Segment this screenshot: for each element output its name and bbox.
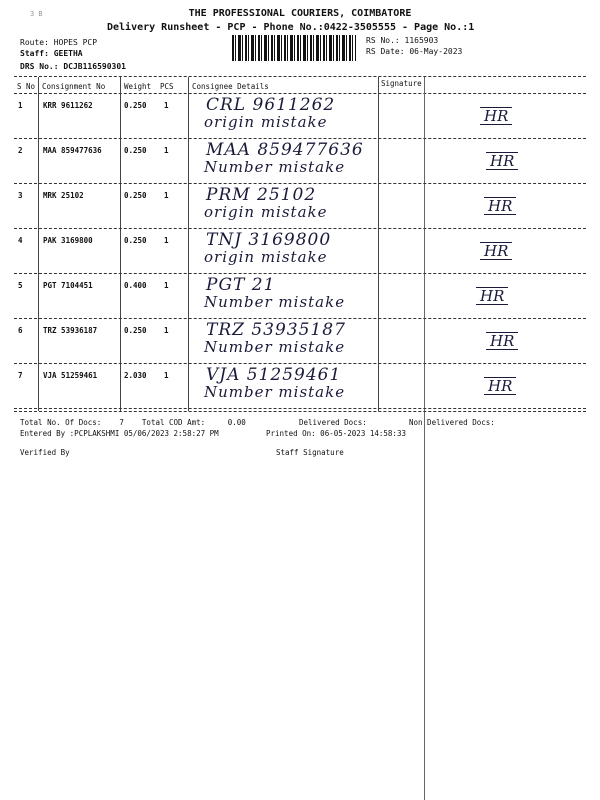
row-pcs: 1 [164,281,169,290]
row-sno: 6 [18,326,23,335]
row-divider [14,363,586,364]
row-handwritten-consignment: CRL 9611262 [206,95,336,115]
staff: Staff: GEETHA [20,49,83,58]
row-signature: HR [480,107,512,125]
page-margin-line [424,77,425,800]
row-consignment: MAA 859477636 [43,146,102,155]
row-pcs: 1 [164,326,169,335]
row-signature: HR [484,377,516,395]
row-handwritten-consignment: PGT 21 [206,275,276,295]
row-signature: HR [480,242,512,260]
table-top-rule [14,76,586,77]
runsheet-title: Delivery Runsheet - PCP - Phone No.:0422-3505555 - Page No.:1 [107,22,475,33]
row-sno: 7 [18,371,23,380]
row-handwritten-remark: origin mistake [204,248,328,266]
row-sno: 3 [18,191,23,200]
row-consignment: MRK 25102 [43,191,84,200]
row-signature: HR [486,152,518,170]
row-divider [14,408,586,409]
row-signature: HR [486,332,518,350]
company-name: THE PROFESSIONAL COURIERS, COIMBATORE [188,8,412,19]
verified-by: Verified By [20,448,70,457]
col-divider [378,77,379,411]
entered-by: Entered By :PCPLAKSHMI 05/06/2023 2:58:27 PM [20,429,219,438]
row-divider [14,183,586,184]
row-weight: 2.030 [124,371,147,380]
row-pcs: 1 [164,236,169,245]
col-header-pcs: PCS [160,82,174,91]
row-handwritten-remark: Number mistake [204,293,346,311]
row-weight: 0.250 [124,146,147,155]
row-sno: 2 [18,146,23,155]
row-handwritten-remark: origin mistake [204,113,328,131]
col-header-weight: Weight [124,82,152,91]
footer-rule [14,411,586,412]
col-header-signature: Signature [381,79,422,88]
drs-number: DRS No.: DCJB116590301 [20,62,126,71]
row-divider [14,273,586,274]
route: Route: HOPES PCP [20,38,98,47]
corner-mark: 3 B [30,10,43,18]
row-handwritten-remark: Number mistake [204,158,346,176]
row-handwritten-consignment: PRM 25102 [206,185,317,205]
row-consignment: VJA 51259461 [43,371,98,380]
row-signature: HR [476,287,508,305]
row-pcs: 1 [164,146,169,155]
row-pcs: 1 [164,371,169,380]
row-sno: 1 [18,101,23,110]
printed-on: Printed On: 06-05-2023 14:58:33 [266,429,406,438]
col-header-consignee: Consignee Details [192,82,269,91]
row-signature: HR [484,197,516,215]
row-handwritten-remark: Number mistake [204,338,346,356]
rs-number: RS No.: 1165903 [366,36,439,45]
row-weight: 0.250 [124,236,147,245]
row-handwritten-consignment: VJA 51259461 [206,365,342,385]
row-weight: 0.400 [124,281,147,290]
col-header-consignment: Consignment No [42,82,106,91]
delivered-docs: Delivered Docs: [299,418,367,427]
row-handwritten-remark: Number mistake [204,383,346,401]
row-weight: 0.250 [124,326,147,335]
staff-signature: Staff Signature [276,448,344,457]
total-docs: Total No. Of Docs: 7 Total COD Amt: 0.00 [20,418,246,427]
non-delivered-docs: Non Delivered Docs: [409,418,495,427]
row-consignment: PAK 3169800 [43,236,93,245]
row-divider [14,228,586,229]
row-divider [14,138,586,139]
row-sno: 5 [18,281,23,290]
row-pcs: 1 [164,191,169,200]
col-divider [188,77,189,411]
row-sno: 4 [18,236,23,245]
row-pcs: 1 [164,101,169,110]
row-weight: 0.250 [124,191,147,200]
row-consignment: KRR 9611262 [43,101,93,110]
rs-date: RS Date: 06-May-2023 [366,47,463,56]
row-consignment: TRZ 53936187 [43,326,98,335]
barcode [232,35,356,61]
row-handwritten-remark: origin mistake [204,203,328,221]
row-weight: 0.250 [124,101,147,110]
row-handwritten-consignment: MAA 859477636 [206,140,364,160]
row-divider [14,318,586,319]
row-handwritten-consignment: TRZ 53935187 [206,320,346,340]
col-divider [120,77,121,411]
row-handwritten-consignment: TNJ 3169800 [206,230,332,250]
col-divider [38,77,39,411]
row-consignment: PGT 7104451 [43,281,93,290]
col-header-sno: S No [17,82,36,91]
table-header-rule [14,93,586,94]
